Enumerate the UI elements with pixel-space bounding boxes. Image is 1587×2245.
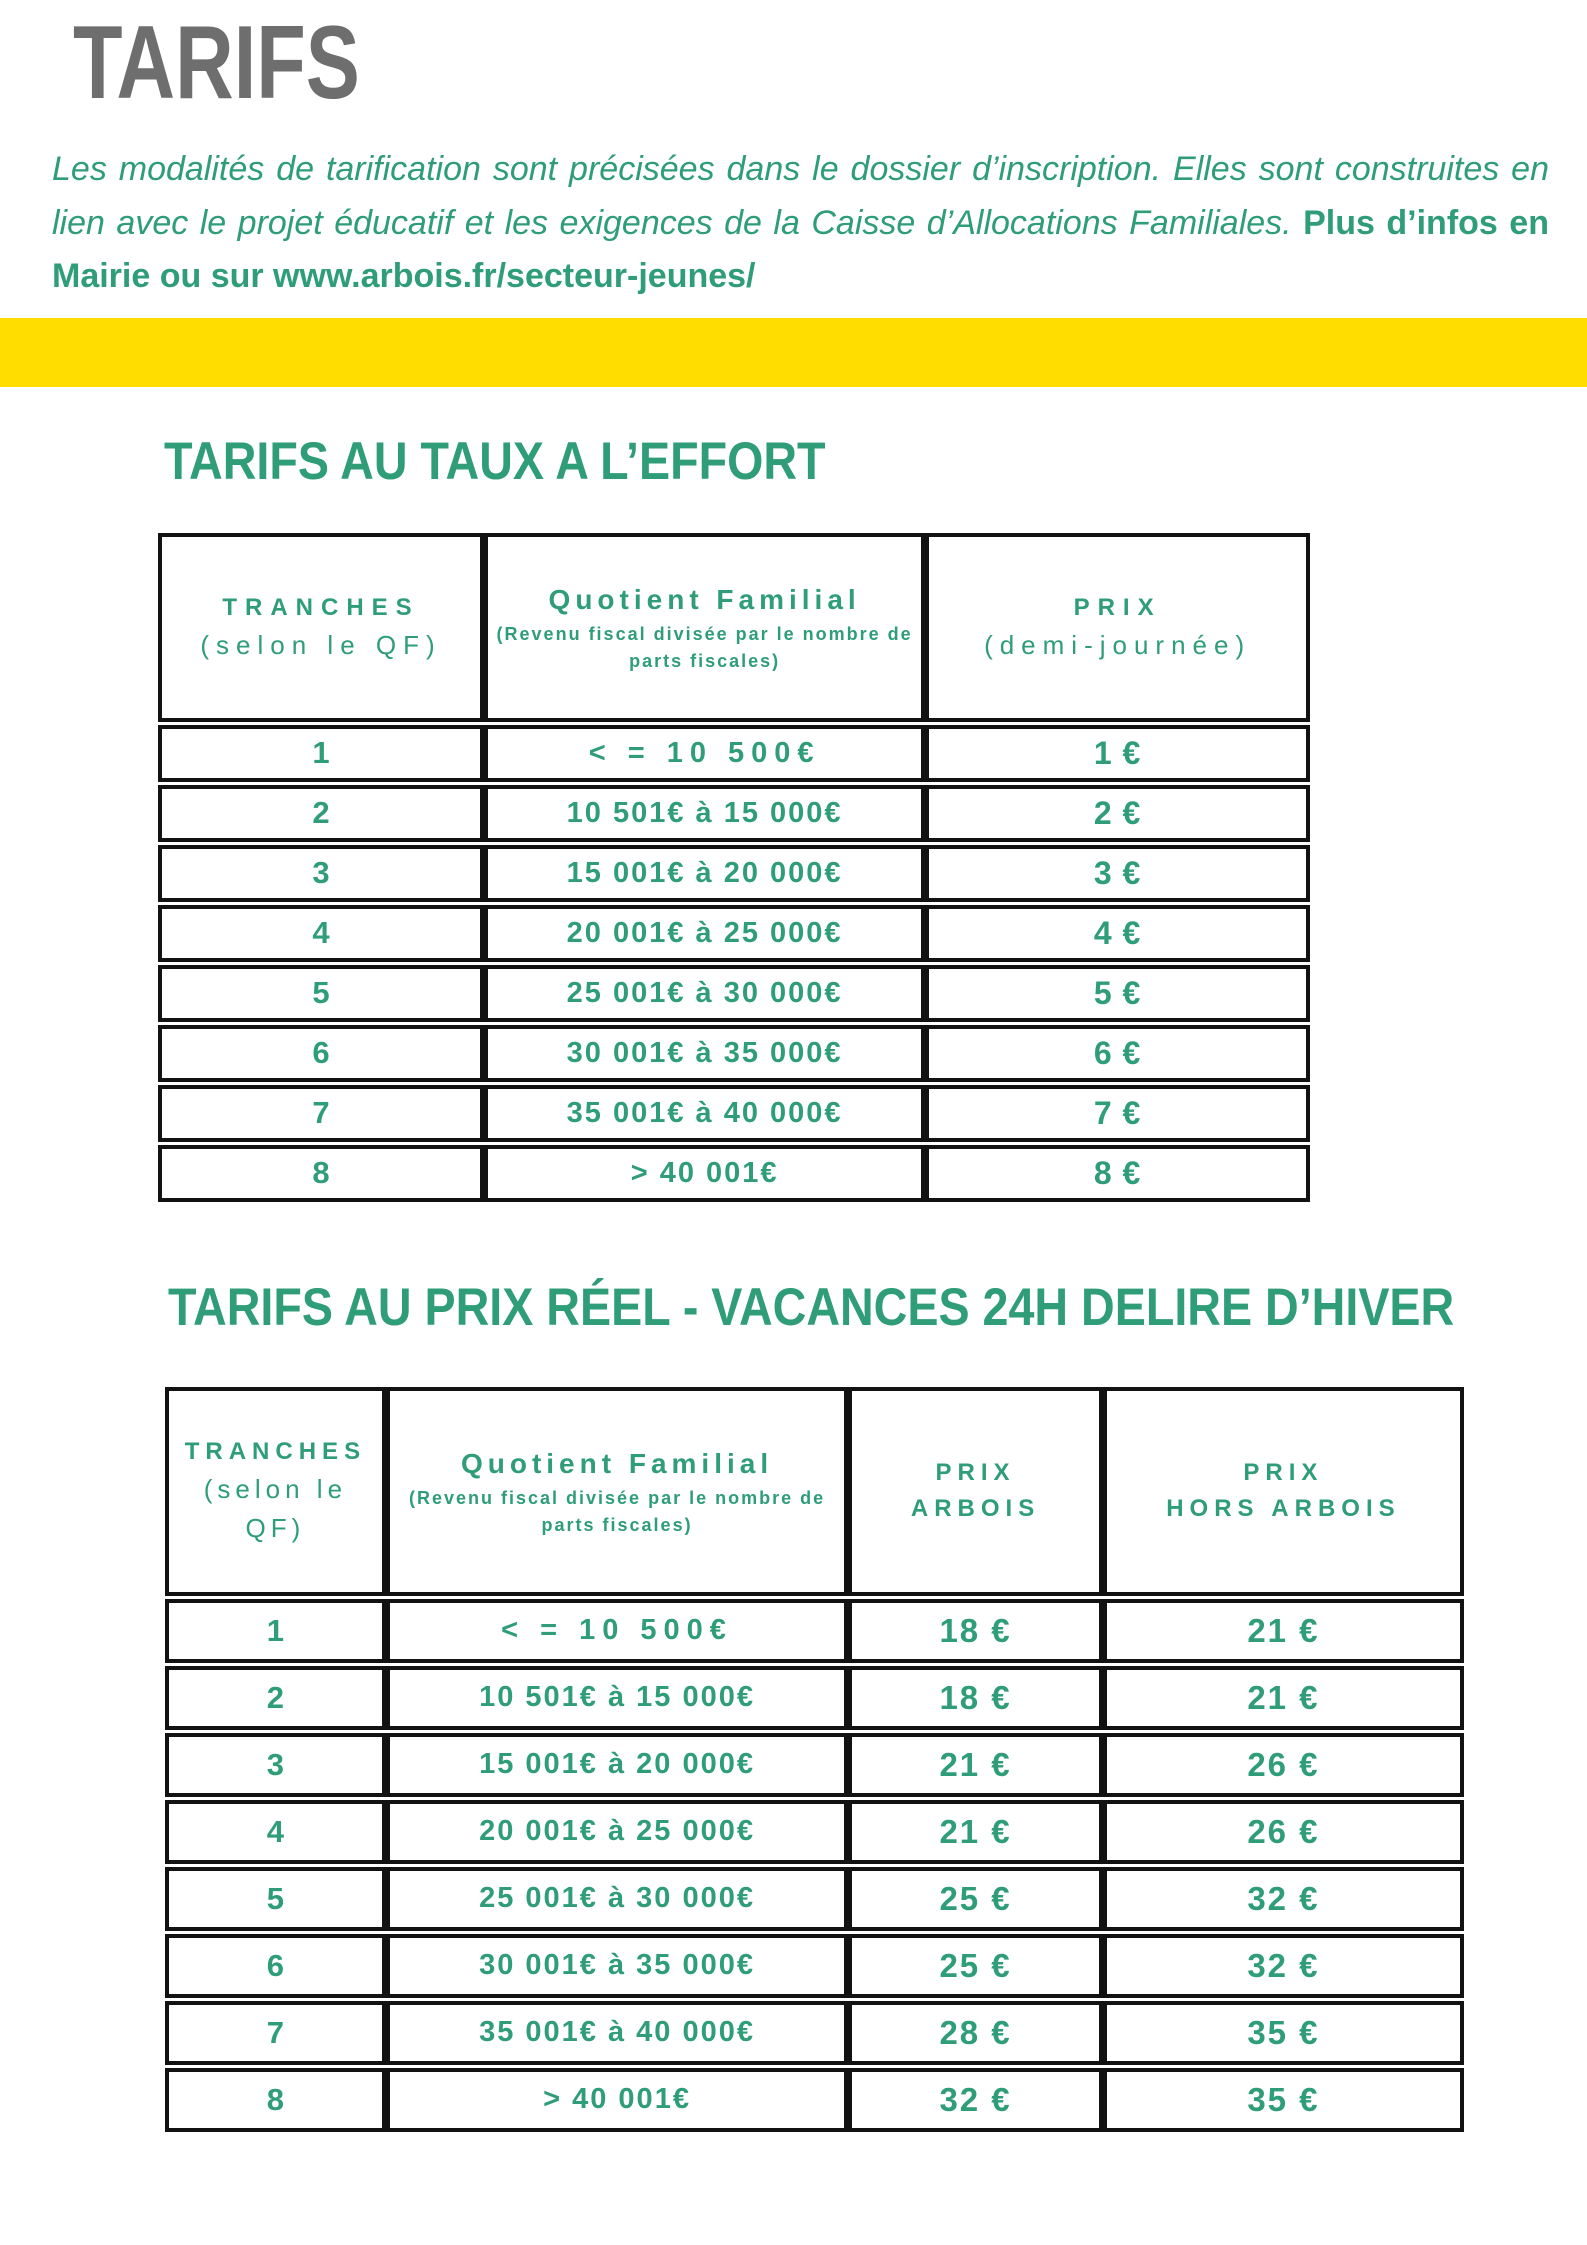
table-row [165,1934,1464,1998]
tranche-value: 3 [266,1746,285,1782]
prix-arbois-cell [848,1800,1103,1864]
prix-value: 1 € [1093,734,1142,771]
tranche-cell [158,905,484,962]
prix-value: 8 € [1093,1154,1142,1191]
header-prix-sub: (demi-journée) [984,629,1252,660]
prix-hors-arbois-value: 26 € [1247,1812,1320,1850]
qf-value: 10 501€ à 15 000€ [479,1681,755,1714]
table-row [158,1085,1310,1142]
qf-value: 20 001€ à 25 000€ [479,1815,755,1848]
header-qf-title: Quotient Familial [460,1447,774,1479]
tranche-cell [165,2068,386,2132]
prix-cell [925,785,1310,842]
intro-bold-text: Plus d’infos en Mairie ou sur www.arbois.fr/secteur-jeunes/ [52,203,1549,296]
tranche-cell [165,1867,386,1931]
prix-cell [925,725,1310,782]
prix-cell [925,905,1310,962]
qf-cell [386,2001,848,2065]
tranche-value: 8 [312,1155,330,1191]
tranche-value: 4 [266,1813,285,1849]
prix-cell [925,845,1310,902]
qf-cell [484,1145,925,1202]
header-qf-sub: (Revenu fiscal divisée par le nombre de parts fiscales) [408,1488,826,1536]
prix-hors-arbois-value: 32 € [1247,1946,1320,1984]
prix-hors-arbois-cell [1103,1733,1464,1797]
prix-value: 5 € [1093,974,1142,1011]
qf-cell [484,965,925,1022]
tranche-cell [158,1025,484,1082]
prix-arbois-cell [848,1666,1103,1730]
qf-cell [484,785,925,842]
table-row [165,1733,1464,1797]
table-header-row [158,533,1310,722]
tranche-cell [165,1733,386,1797]
prix-arbois-value: 18 € [939,1678,1012,1716]
table-row [165,1800,1464,1864]
header-prix [925,533,1310,722]
table-row [158,965,1310,1022]
prix-value: 7 € [1093,1094,1142,1131]
table-row [165,2001,1464,2065]
qf-value: > 40 001€ [543,2083,691,2116]
prix-cell [925,1145,1310,1202]
table-taux-effort [158,530,1310,1205]
header-tranches-sub: (selon le QF) [200,629,442,660]
table-row [158,1145,1310,1202]
qf-value: 30 001€ à 35 000€ [566,1036,843,1069]
prix-arbois-cell [848,2068,1103,2132]
qf-cell [484,725,925,782]
tranche-value: 4 [312,915,330,951]
tranche-cell [158,785,484,842]
prix-arbois-cell [848,1599,1103,1663]
prix-hors-arbois-cell [1103,1934,1464,1998]
qf-value: < = 10 500€ [588,736,821,769]
tranche-value: 7 [266,2014,285,2050]
qf-cell [386,1666,848,1730]
tranche-value: 5 [312,975,330,1011]
header-prix-hors-arbois [1103,1387,1464,1596]
header-quotient-familial [484,533,925,722]
intro-paragraph [52,143,1549,304]
tranche-value: 7 [312,1095,330,1131]
qf-cell [386,1934,848,1998]
table-row [158,785,1310,842]
tranche-value: 5 [266,1880,285,1916]
prix-hors-arbois-value: 35 € [1247,2080,1320,2118]
prix-arbois-cell [848,1733,1103,1797]
table-row [165,1599,1464,1663]
header-quotient-familial [386,1387,848,1596]
qf-cell [386,1733,848,1797]
qf-cell [484,1085,925,1142]
qf-value: > 40 001€ [630,1156,779,1189]
prix-arbois-cell [848,2001,1103,2065]
qf-cell [484,905,925,962]
prix-hors-arbois-value: 21 € [1247,1678,1320,1716]
tranche-cell [158,1145,484,1202]
tranche-value: 3 [312,855,330,891]
prix-hors-arbois-cell [1103,2068,1464,2132]
prix-arbois-value: 21 € [939,1812,1012,1850]
section-heading-taux-effort-text: TARIFS AU TAUX A L’EFFORT [164,431,826,491]
prix-arbois-value: 21 € [939,1745,1012,1783]
tranche-value: 6 [266,1947,285,1983]
header-tranches-sub: (selon le QF) [203,1474,348,1544]
table-row [165,2068,1464,2132]
qf-value: 25 001€ à 30 000€ [479,1882,755,1915]
qf-cell [484,1025,925,1082]
prix-arbois-cell [848,1867,1103,1931]
header-prix-arbois-line1: PRIX [935,1459,1016,1487]
table-prix-reel [165,1384,1464,2135]
section-heading-prix-reel [168,1277,1587,1337]
prix-hors-arbois-value: 26 € [1247,1745,1320,1783]
qf-value: < = 10 500€ [501,1614,733,1647]
prix-value: 3 € [1093,854,1142,891]
qf-cell [386,2068,848,2132]
prix-arbois-value: 32 € [939,2080,1012,2118]
prix-hors-arbois-cell [1103,1800,1464,1864]
tranche-value: 8 [266,2081,285,2117]
table-row [158,905,1310,962]
prix-arbois-cell [848,1934,1103,1998]
prix-value: 6 € [1093,1034,1142,1071]
header-tranches-title: TRANCHES [184,1438,367,1466]
prix-hors-arbois-cell [1103,2001,1464,2065]
tranche-value: 6 [312,1035,330,1071]
prix-arbois-value: 25 € [939,1879,1012,1917]
qf-value: 10 501€ à 15 000€ [566,796,843,829]
table-row [165,1867,1464,1931]
yellow-divider-band [0,318,1587,387]
qf-value: 25 001€ à 30 000€ [566,976,843,1009]
tranche-value: 2 [266,1679,285,1715]
section-heading-taux-effort [164,431,1587,491]
tranche-cell [165,2001,386,2065]
qf-value: 30 001€ à 35 000€ [479,1949,755,1982]
qf-value: 35 001€ à 40 000€ [566,1096,843,1129]
prix-hors-arbois-cell [1103,1666,1464,1730]
qf-cell [484,845,925,902]
table-row [158,845,1310,902]
header-tranches-title: TRANCHES [222,593,420,621]
page-title: TARIFS [73,5,360,121]
tranche-cell [158,845,484,902]
qf-cell [386,1867,848,1931]
header-tranches [165,1387,386,1596]
header-qf-title: Quotient Familial [548,583,861,615]
tranche-cell [158,965,484,1022]
qf-value: 15 001€ à 20 000€ [479,1748,755,1781]
prix-cell [925,1085,1310,1142]
header-tranches [158,533,484,722]
qf-cell [386,1599,848,1663]
prix-value: 2 € [1093,794,1142,831]
prix-hors-arbois-value: 32 € [1247,1879,1320,1917]
tranche-cell [158,725,484,782]
header-qf-sub: (Revenu fiscal divisée par le nombre de parts fiscales) [496,624,913,672]
tranche-cell [158,1085,484,1142]
prix-arbois-value: 28 € [939,2013,1012,2051]
prix-arbois-value: 18 € [939,1611,1012,1649]
header-prix-hors-line1: PRIX [1243,1459,1324,1487]
qf-value: 35 001€ à 40 000€ [479,2016,755,2049]
table-row [158,1025,1310,1082]
prix-hors-arbois-value: 35 € [1247,2013,1320,2051]
qf-cell [386,1800,848,1864]
tranche-cell [165,1800,386,1864]
tranche-cell [165,1599,386,1663]
prix-cell [925,1025,1310,1082]
prix-cell [925,965,1310,1022]
qf-value: 20 001€ à 25 000€ [566,916,843,949]
intro-italic-text: Les modalités de tarification sont précisées dans le dossier d’inscription. Elles sont construites en lien avec le projet éducatif et les exigences de la Caisse d’Allocations Familiales. [52,149,1549,242]
header-prix-arbois [848,1387,1103,1596]
prix-value: 4 € [1093,914,1142,951]
header-prix-title: PRIX [1073,593,1162,621]
table-row [165,1666,1464,1730]
header-prix-arbois-line2: ARBOIS [910,1495,1041,1523]
header-prix-hors-line2: HORS ARBOIS [1166,1495,1401,1523]
tranche-value: 2 [312,795,330,831]
section-heading-prix-reel-text: TARIFS AU PRIX RÉEL - VACANCES 24H DELIRE D’HIVER [168,1277,1455,1337]
prix-hors-arbois-cell [1103,1867,1464,1931]
tranche-value: 1 [266,1612,285,1648]
prix-hors-arbois-cell [1103,1599,1464,1663]
prix-hors-arbois-value: 21 € [1247,1611,1320,1649]
prix-arbois-value: 25 € [939,1946,1012,1984]
qf-value: 15 001€ à 20 000€ [566,856,843,889]
tranche-cell [165,1666,386,1730]
table-header-row [165,1387,1464,1596]
tranche-cell [165,1934,386,1998]
table-row [158,725,1310,782]
tranche-value: 1 [312,735,330,771]
